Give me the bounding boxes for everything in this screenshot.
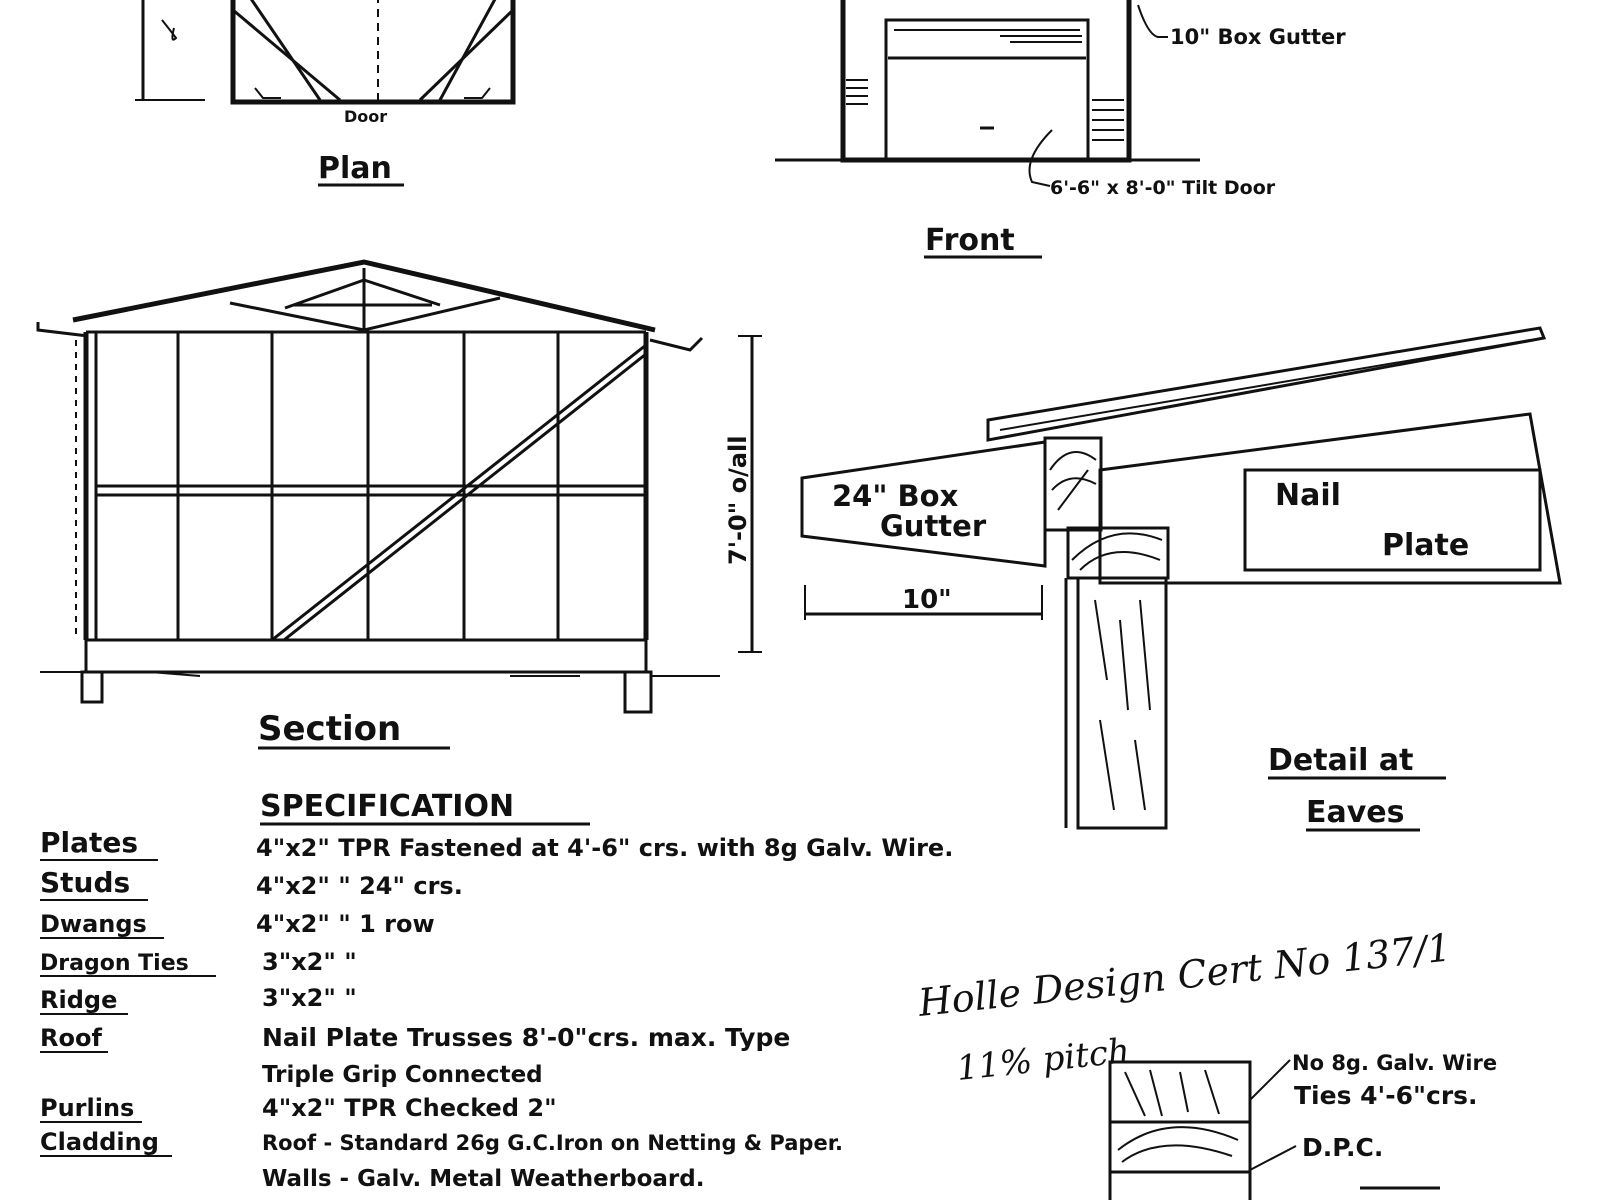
spec-label-purlins: Purlins [40,1094,135,1122]
spec-value-roof-2: Triple Grip Connected [262,1062,543,1088]
section-height-label: 7'-0" o/all [724,435,752,565]
spec-value-cladding-roof: Roof - Standard 26g G.C.Iron on Netting & Paper. [262,1131,844,1155]
spec-label-roof: Roof [40,1024,102,1052]
detail-title-line2: Eaves [1306,795,1405,830]
detail-dim-label: 10" [902,585,952,615]
tie-wire-line1: No 8g. Galv. Wire [1292,1051,1498,1075]
spec-value-ridge: 3"x2" " [262,984,357,1012]
specification-block [40,789,953,1192]
spec-label-dragon-ties: Dragon Ties [40,951,189,976]
spec-label-dwangs: Dwangs [40,910,147,938]
spec-heading: SPECIFICATION [260,789,515,824]
detail-plate-line1: Nail [1275,478,1341,513]
spec-value-plates: 4"x2" TPR Fastened at 4'-6" crs. with 8g Galv. Wire. [256,834,954,862]
front-elevation [775,0,1346,258]
plan-view [135,0,513,186]
spec-value-cladding-walls: Walls - Galv. Metal Weatherboard. [262,1166,705,1192]
eaves-detail [802,328,1560,830]
spec-label-studs: Studs [40,866,131,899]
spec-value-purlins: 4"x2" TPR Checked 2" [262,1094,557,1122]
tie-wire-line2: Ties 4'-6"crs. [1294,1081,1478,1110]
detail-plate-line2: Plate [1382,528,1470,563]
tie-detail [1110,1051,1497,1200]
spec-value-roof: Nail Plate Trusses 8'-0"crs. max. Type [262,1023,791,1052]
handwritten-pitch: 11% pitch [954,1031,1132,1089]
spec-value-dwangs: 4"x2" " 1 row [256,910,435,938]
spec-value-dragon-ties: 3"x2" " [262,948,357,976]
front-door-label: 6'-6" x 8'-0" Tilt Door [1050,177,1276,199]
spec-label-ridge: Ridge [40,986,118,1014]
front-gutter-label: 10" Box Gutter [1170,25,1346,49]
spec-label-cladding: Cladding [40,1128,159,1156]
detail-title-line1: Detail at [1268,743,1414,778]
section-view [38,262,762,749]
spec-label-plates: Plates [40,826,139,859]
section-title: Section [258,709,402,749]
tie-dpc-label: D.P.C. [1302,1133,1384,1162]
front-title: Front [925,223,1015,258]
detail-gutter-line1: 24" Box [832,479,959,513]
plan-title: Plan [318,151,392,186]
handwritten-cert-line1: Holle Design Cert No 137/1 [916,925,1454,1025]
plan-door-label: Door [344,107,388,126]
detail-gutter-line2: Gutter [880,509,987,543]
spec-value-studs: 4"x2" " 24" crs. [256,872,463,900]
